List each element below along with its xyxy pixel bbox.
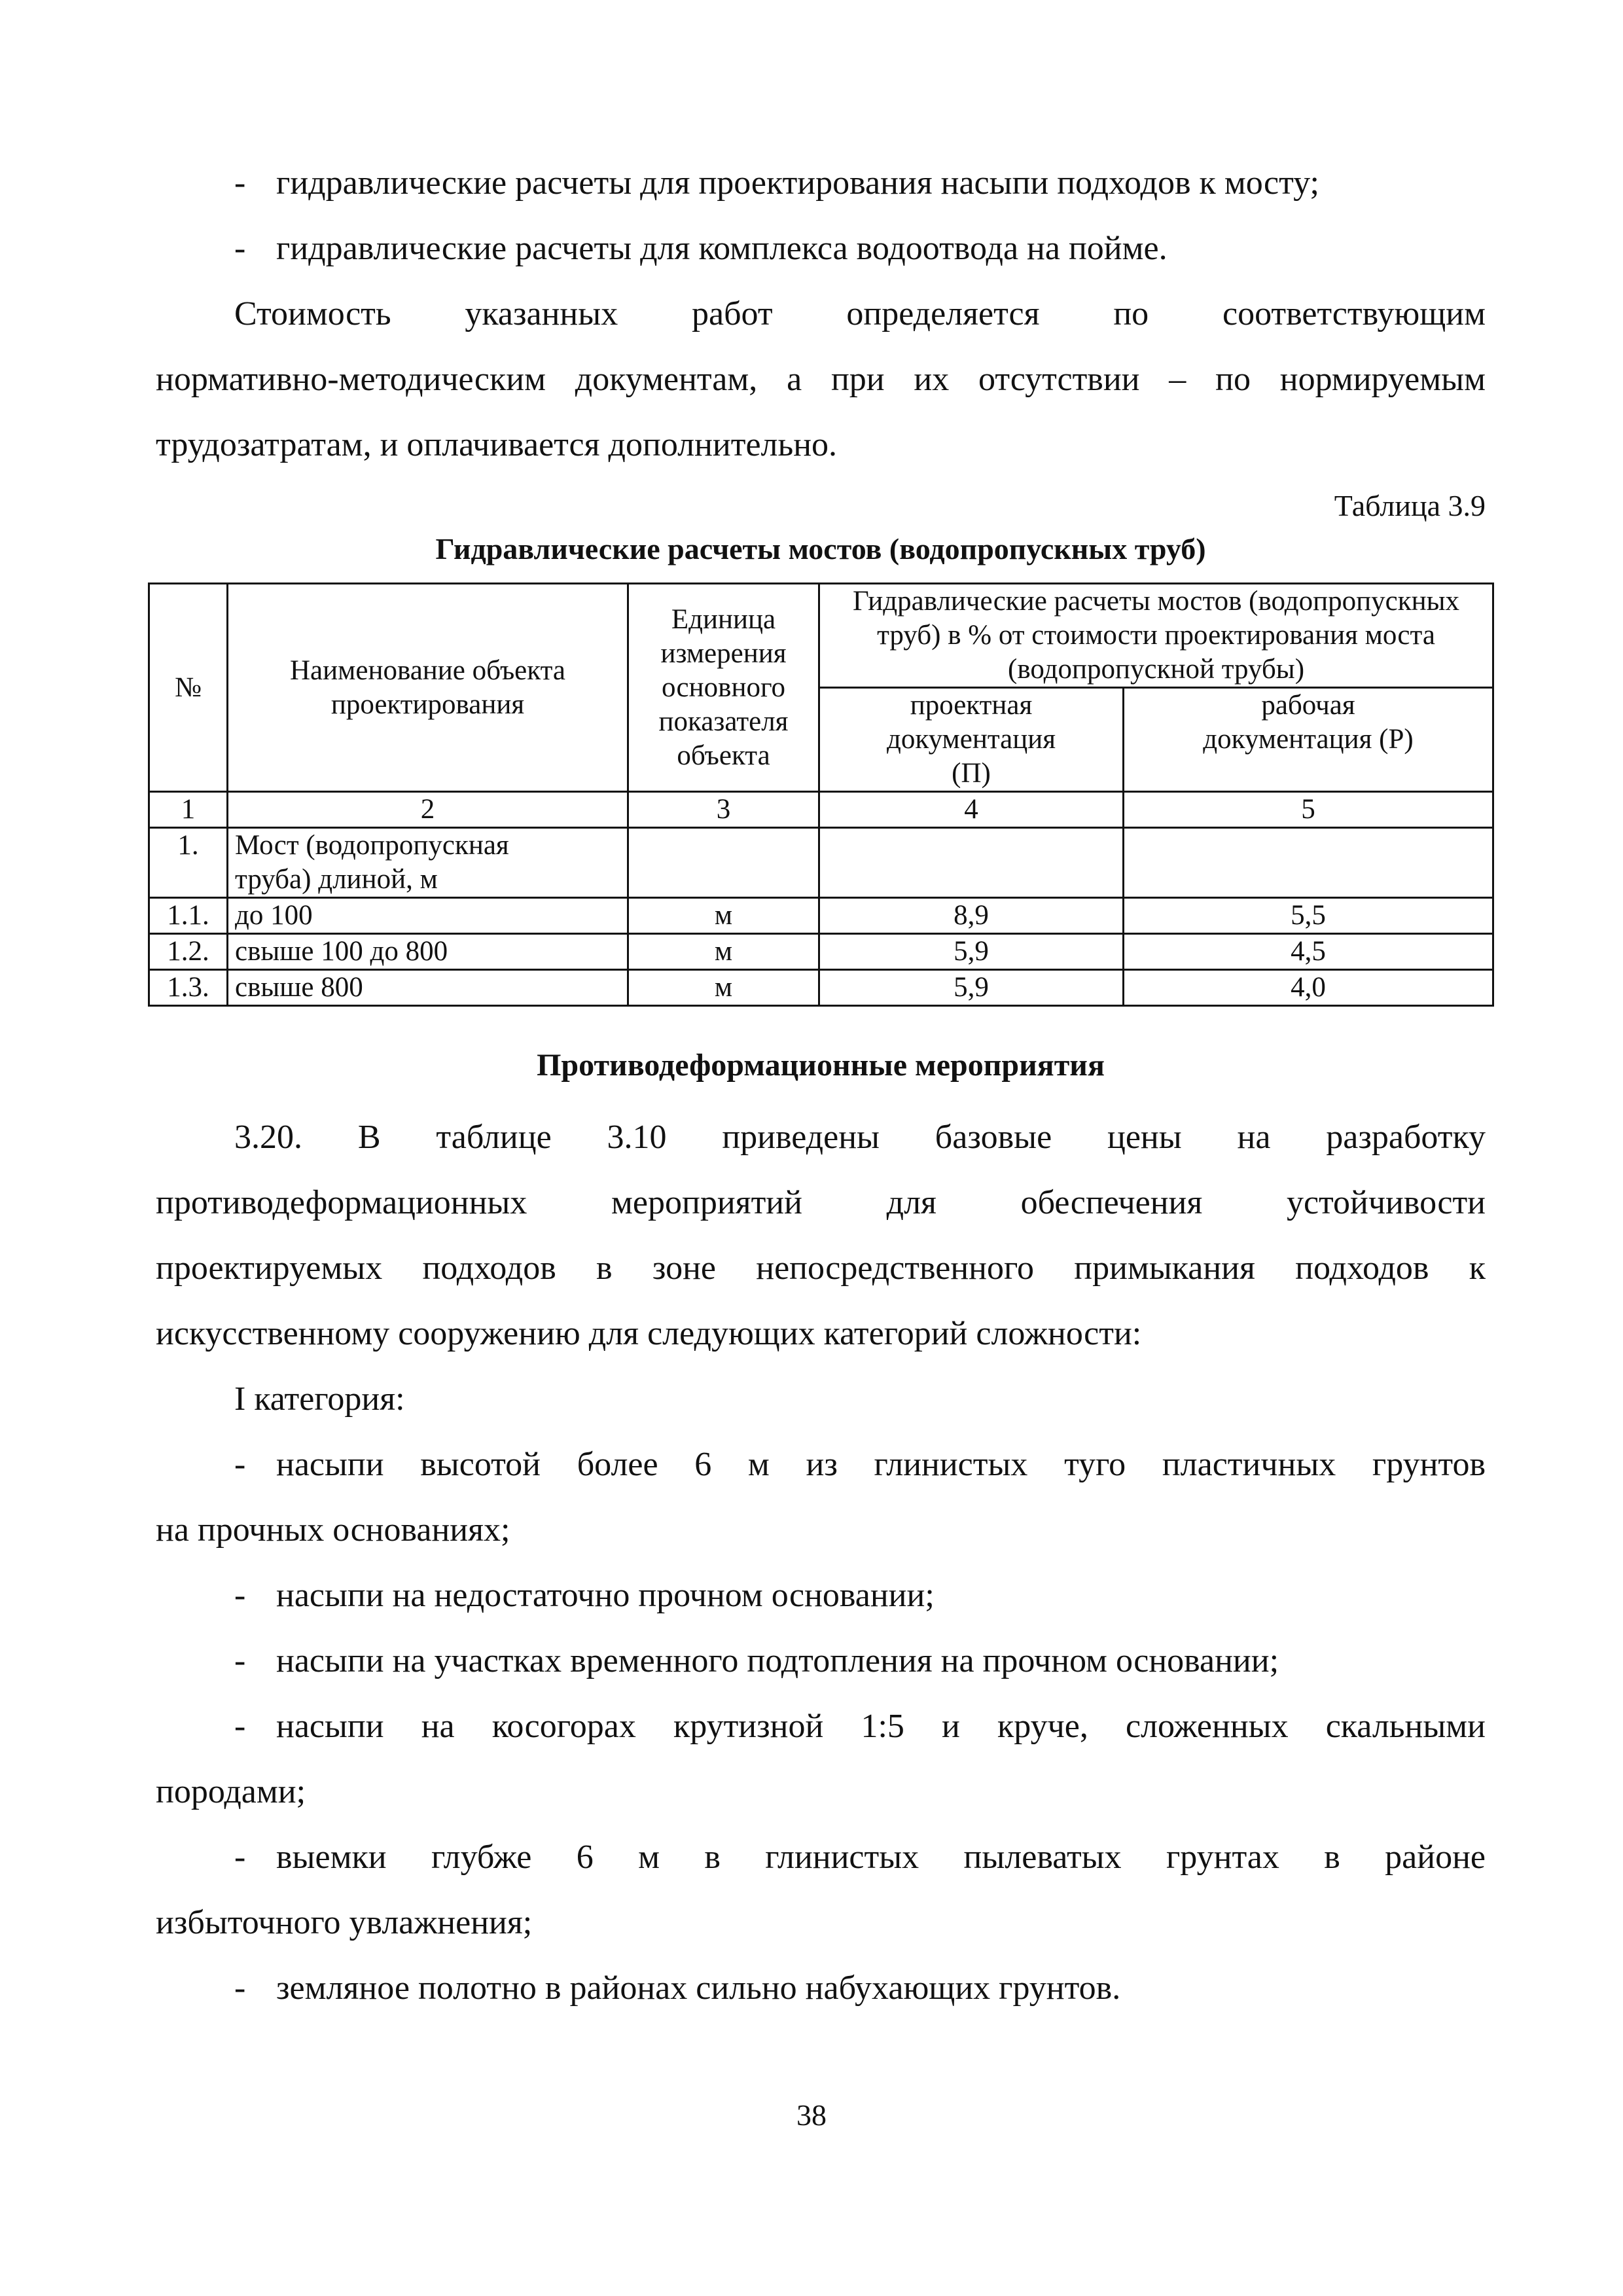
- column-number: 3: [628, 792, 819, 828]
- row-p: 5,9: [819, 934, 1124, 970]
- table-label: Таблица 3.9: [1334, 489, 1486, 522]
- category-label: I категория:: [234, 1380, 405, 1418]
- bullet-continuation: избыточного увлажнения;: [156, 1904, 533, 1941]
- row-num: 1.: [149, 828, 228, 898]
- bullet-text: выемки глубже 6 м в глинистых пылеватых грунтах в районе: [276, 1839, 1486, 1876]
- row-num: 1.2.: [149, 934, 228, 970]
- row-name: Мост (водопропускная труба) длиной, м: [228, 828, 628, 898]
- header-unit: Единица измерения основного показателя объекта: [628, 584, 819, 792]
- header-group: Гидравлические расчеты мостов (водопропускных труб) в % от стоимости проектирования моста (водопропускной трубы): [819, 584, 1493, 688]
- row-name: свыше 100 до 800: [228, 934, 628, 970]
- header-name: Наименование объекта проектирования: [228, 584, 628, 792]
- row-unit: м: [628, 898, 819, 934]
- dash-marker: -: [234, 1839, 246, 1876]
- table-row: [149, 828, 1493, 898]
- column-number: 5: [1124, 792, 1493, 828]
- data-table: [148, 583, 1494, 1007]
- header-row: [149, 584, 1493, 688]
- bullet-text: насыпи высотой более 6 м из глинистых туго пластичных грунтов: [276, 1446, 1486, 1483]
- page-number: 38: [796, 2098, 827, 2132]
- row-unit: м: [628, 970, 819, 1006]
- header-r: рабочая документация (Р): [1124, 688, 1493, 792]
- row-p: 8,9: [819, 898, 1124, 934]
- dash-marker: -: [234, 1577, 246, 1614]
- dash-marker: -: [234, 1642, 246, 1679]
- dash-marker: -: [234, 1446, 246, 1483]
- bullet-text: гидравлические расчеты для комплекса водоотвода на пойме.: [276, 230, 1168, 267]
- table-row: [149, 898, 1493, 934]
- header-num: №: [149, 584, 228, 792]
- column-number-row: [149, 792, 1493, 828]
- table-row: [149, 970, 1493, 1006]
- dash-marker: -: [234, 230, 246, 267]
- document-page: [156, 151, 1486, 2021]
- row-p: [819, 828, 1124, 898]
- paragraph-line: искусственному сооружению для следующих категорий сложности:: [156, 1315, 1142, 1352]
- row-r: 4,0: [1124, 970, 1493, 1006]
- row-r: [1124, 828, 1493, 898]
- row-unit: м: [628, 934, 819, 970]
- bullet-item: [156, 1956, 1486, 2021]
- paragraph-line: нормативно-методическим документам, а при их отсутствии – по нормируемым: [156, 361, 1486, 398]
- bullet-item: [156, 1432, 1486, 1498]
- bullet-item: [156, 1825, 1486, 1890]
- bullet-continuation: на прочных основаниях;: [156, 1511, 510, 1549]
- bullet-item: [156, 1694, 1486, 1759]
- bullet-item: [156, 151, 1486, 216]
- dash-marker: -: [234, 164, 246, 202]
- row-unit: [628, 828, 819, 898]
- paragraph-line: противодеформационных мероприятий для обеспечения устойчивости: [156, 1184, 1486, 1221]
- paragraph-line: трудозатратам, и оплачивается дополнительно.: [156, 426, 838, 463]
- bullet-text: насыпи на недостаточно прочном основании;: [276, 1577, 935, 1614]
- bullet-item: [156, 216, 1486, 281]
- dash-marker: -: [234, 1969, 246, 2007]
- row-num: 1.1.: [149, 898, 228, 934]
- table-row: [149, 934, 1493, 970]
- bullet-text: насыпи на участках временного подтопления на прочном основании;: [276, 1642, 1279, 1679]
- bullet-text: земляное полотно в районах сильно набухающих грунтов.: [276, 1969, 1121, 2007]
- row-name: до 100: [228, 898, 628, 934]
- paragraph-line: 3.20. В таблице 3.10 приведены базовые цены на разработку: [234, 1119, 1486, 1156]
- dash-marker: -: [234, 1708, 246, 1745]
- table-caption: Гидравлические расчеты мостов (водопропускных труб): [435, 532, 1206, 565]
- column-number: 4: [819, 792, 1124, 828]
- column-number: 1: [149, 792, 228, 828]
- bullet-text: насыпи на косогорах крутизной 1:5 и круче, сложенных скальными: [276, 1708, 1486, 1745]
- row-p: 5,9: [819, 970, 1124, 1006]
- row-num: 1.3.: [149, 970, 228, 1006]
- column-number: 2: [228, 792, 628, 828]
- bullet-item: [156, 1628, 1486, 1694]
- row-r: 5,5: [1124, 898, 1493, 934]
- header-p: проектная документация (П): [819, 688, 1124, 792]
- bullet-text: гидравлические расчеты для проектирования насыпи подходов к мосту;: [276, 164, 1319, 202]
- row-r: 4,5: [1124, 934, 1493, 970]
- paragraph-line: Стоимость указанных работ определяется по соответствующим: [234, 295, 1486, 332]
- bullet-continuation: породами;: [156, 1773, 306, 1810]
- paragraph-line: проектируемых подходов в зоне непосредственного примыкания подходов к: [156, 1249, 1486, 1287]
- section-heading: Противодеформационные мероприятия: [537, 1048, 1105, 1083]
- row-name: свыше 800: [228, 970, 628, 1006]
- bullet-item: [156, 1563, 1486, 1628]
